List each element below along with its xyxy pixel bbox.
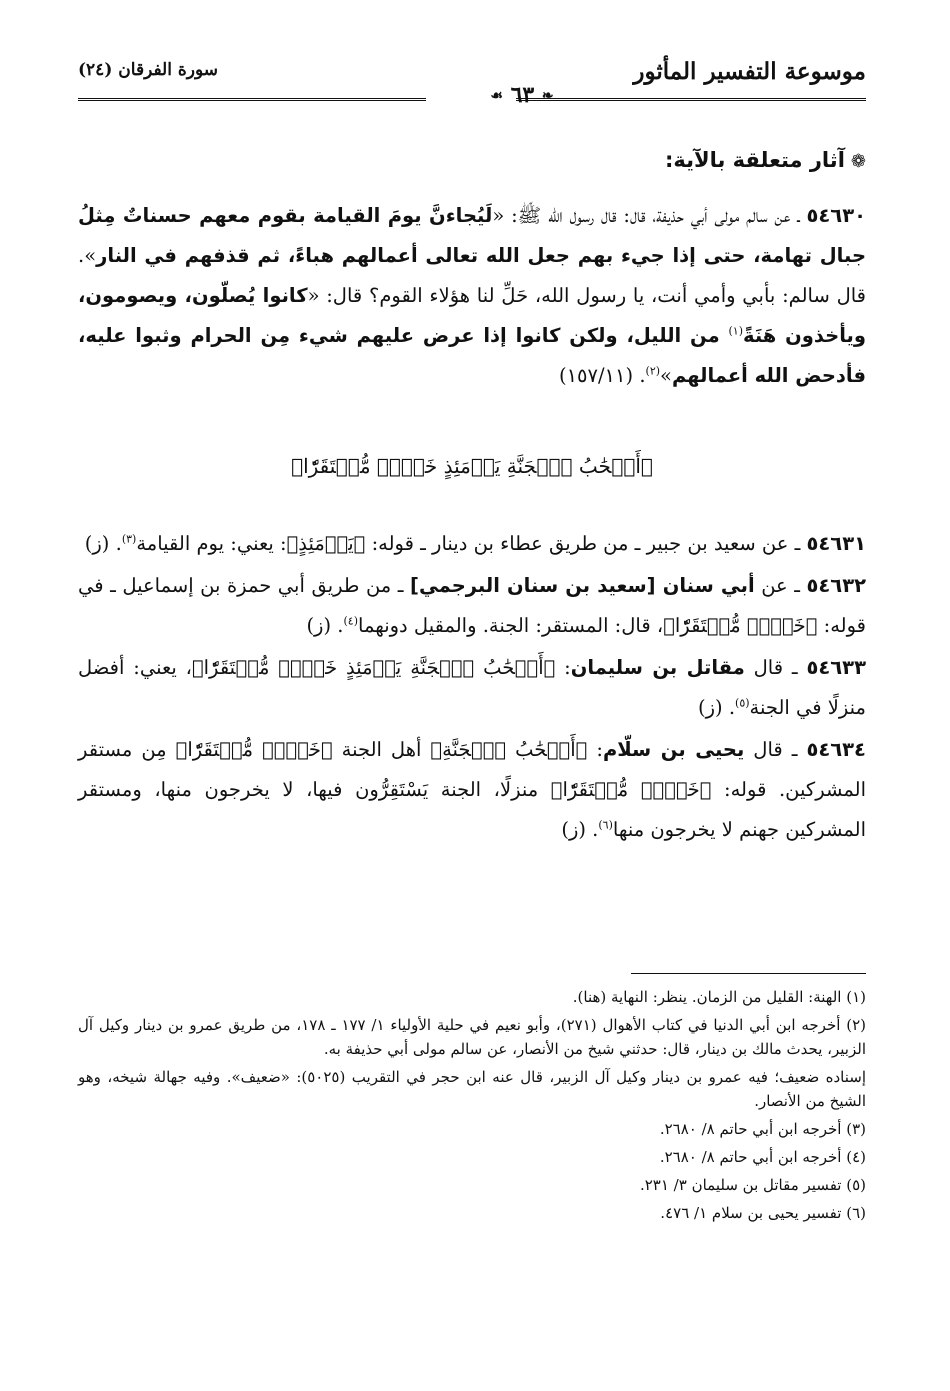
source-code: . (ز)	[84, 532, 122, 555]
main-content	[78, 140, 866, 852]
athar-entry	[78, 566, 866, 646]
athar-entry	[78, 196, 866, 396]
entry-text: ـ من طريق أبي حمزة بن إسماعيل ـ في قوله:	[78, 574, 866, 637]
entry-text: ». قال سالم: بأبي وأمي أنت، يا رسول الله، حَلِّ لنا هؤلاء القوم؟ قال: «	[78, 244, 867, 307]
narrator-name: يحيى بن سلّام	[602, 738, 745, 761]
entry-number: ٥٤٦٣٤	[806, 738, 866, 761]
source-code: . (ز)	[697, 696, 736, 719]
page-number-block	[428, 82, 616, 108]
entry-text: :	[587, 738, 603, 761]
entry-text: منزلًا، الجنة يَسْتَقِرُّون فيها، لا يخرجون منها، ومستقر المشركين جهنم لا يخرجون منها	[78, 778, 866, 841]
ornament-icon: ❧	[541, 88, 554, 104]
footnote-marker: (٤)	[343, 614, 358, 628]
footnote: (٣) أخرجه ابن أبي حاتم ٨/ ٢٦٨٠.	[659, 1120, 866, 1138]
footnote-marker: (٦)	[598, 818, 613, 832]
athar-entry	[78, 524, 866, 564]
narrator-name: مقاتل بن سليمان	[570, 656, 745, 679]
footnote-marker: (٢)	[645, 364, 661, 378]
section-title: آثار متعلقة بالآية:	[664, 148, 845, 172]
entry-number: ٥٤٦٣٢	[806, 574, 866, 597]
section-heading	[78, 140, 866, 182]
book-title: موسوعة التفسير المأثور	[633, 58, 866, 85]
verse-quote: ﴿أَصۡحَٰبُ ٱلۡجَنَّةِ يَوۡمَئِذٍ خَيۡرٞ مُّسۡتَقَرّٗا﴾	[191, 656, 556, 679]
page-header	[78, 58, 866, 106]
source-code: . (ز)	[561, 818, 599, 841]
entry-text: :	[555, 656, 571, 679]
hadith-text: من الليل، ولكن كانوا إذا عرض عليهم شيء مِن الحرام وثبوا عليه، فأدحض الله أعمالهم	[78, 324, 866, 387]
verse-quote: ﴿خَيۡرٞ مُّسۡتَقَرّٗا﴾	[550, 778, 712, 801]
verse-quote: ﴿يَوۡمَئِذٍ﴾	[286, 532, 366, 555]
entry-text: ـ عن	[754, 574, 807, 597]
entry-text: ـ قال	[744, 738, 807, 761]
flower-icon: ❁	[850, 151, 866, 172]
footnote: (٢) أخرجه ابن أبي الدنيا في كتاب الأهوال (٢٧١)، وأبو نعيم في حلية الأولياء ١/ ١٧٧ ـ ١٧٨، من طريق عمرو بن دينار وكيل آل الزبير، يحدث مالك بن دينار، قال: حدثني شيخ من الأنصار، عن سالم مولى أبي حذيفة به.	[78, 1016, 866, 1058]
athar-entry	[78, 730, 866, 850]
entry-number: ٥٤٦٣٣	[806, 656, 866, 679]
surah-label: سورة الفرقان (٢٤)	[78, 60, 219, 80]
athar-entry	[78, 648, 866, 728]
entry-number: ٥٤٦٣٠	[806, 204, 866, 227]
page-number: ٦٣	[510, 82, 535, 108]
entry-text: ـ عن سعيد بن جبير ـ من طريق عطاء بن دينار ـ قوله:	[365, 532, 807, 555]
verse-quote: ﴿خَيۡرٞ مُّسۡتَقَرّٗا﴾	[663, 614, 818, 637]
hadith-text: لَيُجاءنَّ يومَ القيامة بقوم معهم حسناتٌ مِثلُ جبال تهامة، حتى إذا جيء بهم جعل الله تعالى أعمالهم هباءً، ثم قذفهم في النار	[78, 204, 866, 267]
entry-text: مِن مستقر المشركين. قوله:	[78, 738, 866, 801]
ornament-icon: ☙	[490, 88, 503, 104]
entry-number: ٥٤٦٣١	[806, 532, 866, 555]
entry-text: أهل الجنة	[332, 738, 431, 761]
footnote-marker: (٥)	[735, 696, 750, 710]
footnote: (٦) تفسير يحيى بن سلام ١/ ٤٧٦.	[660, 1204, 866, 1222]
entry-text: ـ عن سالم مولى أبي حذيفة، قال: قال رسول الله ﷺ: «	[492, 204, 807, 227]
volume-reference: . (١٥٧/١١)	[558, 364, 646, 387]
footnote: إسناده ضعيف؛ فيه عمرو بن دينار وكيل آل الزبير، قال عنه ابن حجر في التقريب (٥٠٢٥): «ضعيف». وفيه جهالة شيخه، وهو الشيخ من الأنصار.	[78, 1068, 867, 1110]
source-code: . (ز)	[306, 614, 344, 637]
verse-quote: ﴿أَصۡحَٰبُ ٱلۡجَنَّةِ﴾	[430, 738, 588, 761]
footnote-marker: (١)	[728, 324, 743, 338]
quran-verse: ﴿أَصۡحَٰبُ ٱلۡجَنَّةِ يَوۡمَئِذٍ خَيۡرٞ مُّسۡتَقَرّٗا﴾	[291, 454, 653, 478]
entry-text: ، قال: المستقر: الجنة. والمقيل دونهما	[358, 614, 664, 637]
footnotes	[78, 985, 866, 1229]
footnote: (٤) أخرجه ابن أبي حاتم ٨/ ٢٦٨٠.	[659, 1148, 866, 1166]
entry-text: ـ قال	[744, 656, 807, 679]
narrator-name: أبي سنان [سعيد بن سنان البرجمي]	[410, 574, 755, 597]
verse-quote: ﴿خَيۡرٞ مُّسۡتَقَرّٗا﴾	[175, 738, 333, 761]
footnote: (٥) تفسير مقاتل بن سليمان ٣/ ٢٣١.	[639, 1176, 866, 1194]
footnote-marker: (٣)	[121, 532, 137, 546]
hadith-text: كانوا يُصلّون، ويصومون، ويأخذون هَنَةً	[78, 284, 866, 347]
footnote: (١) الهنة: القليل من الزمان. ينظر: النهاية (هنا).	[572, 988, 866, 1006]
entry-text: : يعني: يوم القيامة	[136, 532, 287, 555]
footnote-separator	[631, 973, 866, 974]
entry-text: »	[660, 364, 672, 387]
entry-text: ، يعني: أفضل منزلًا في الجنة	[78, 656, 866, 719]
header-rule-left	[78, 98, 426, 101]
